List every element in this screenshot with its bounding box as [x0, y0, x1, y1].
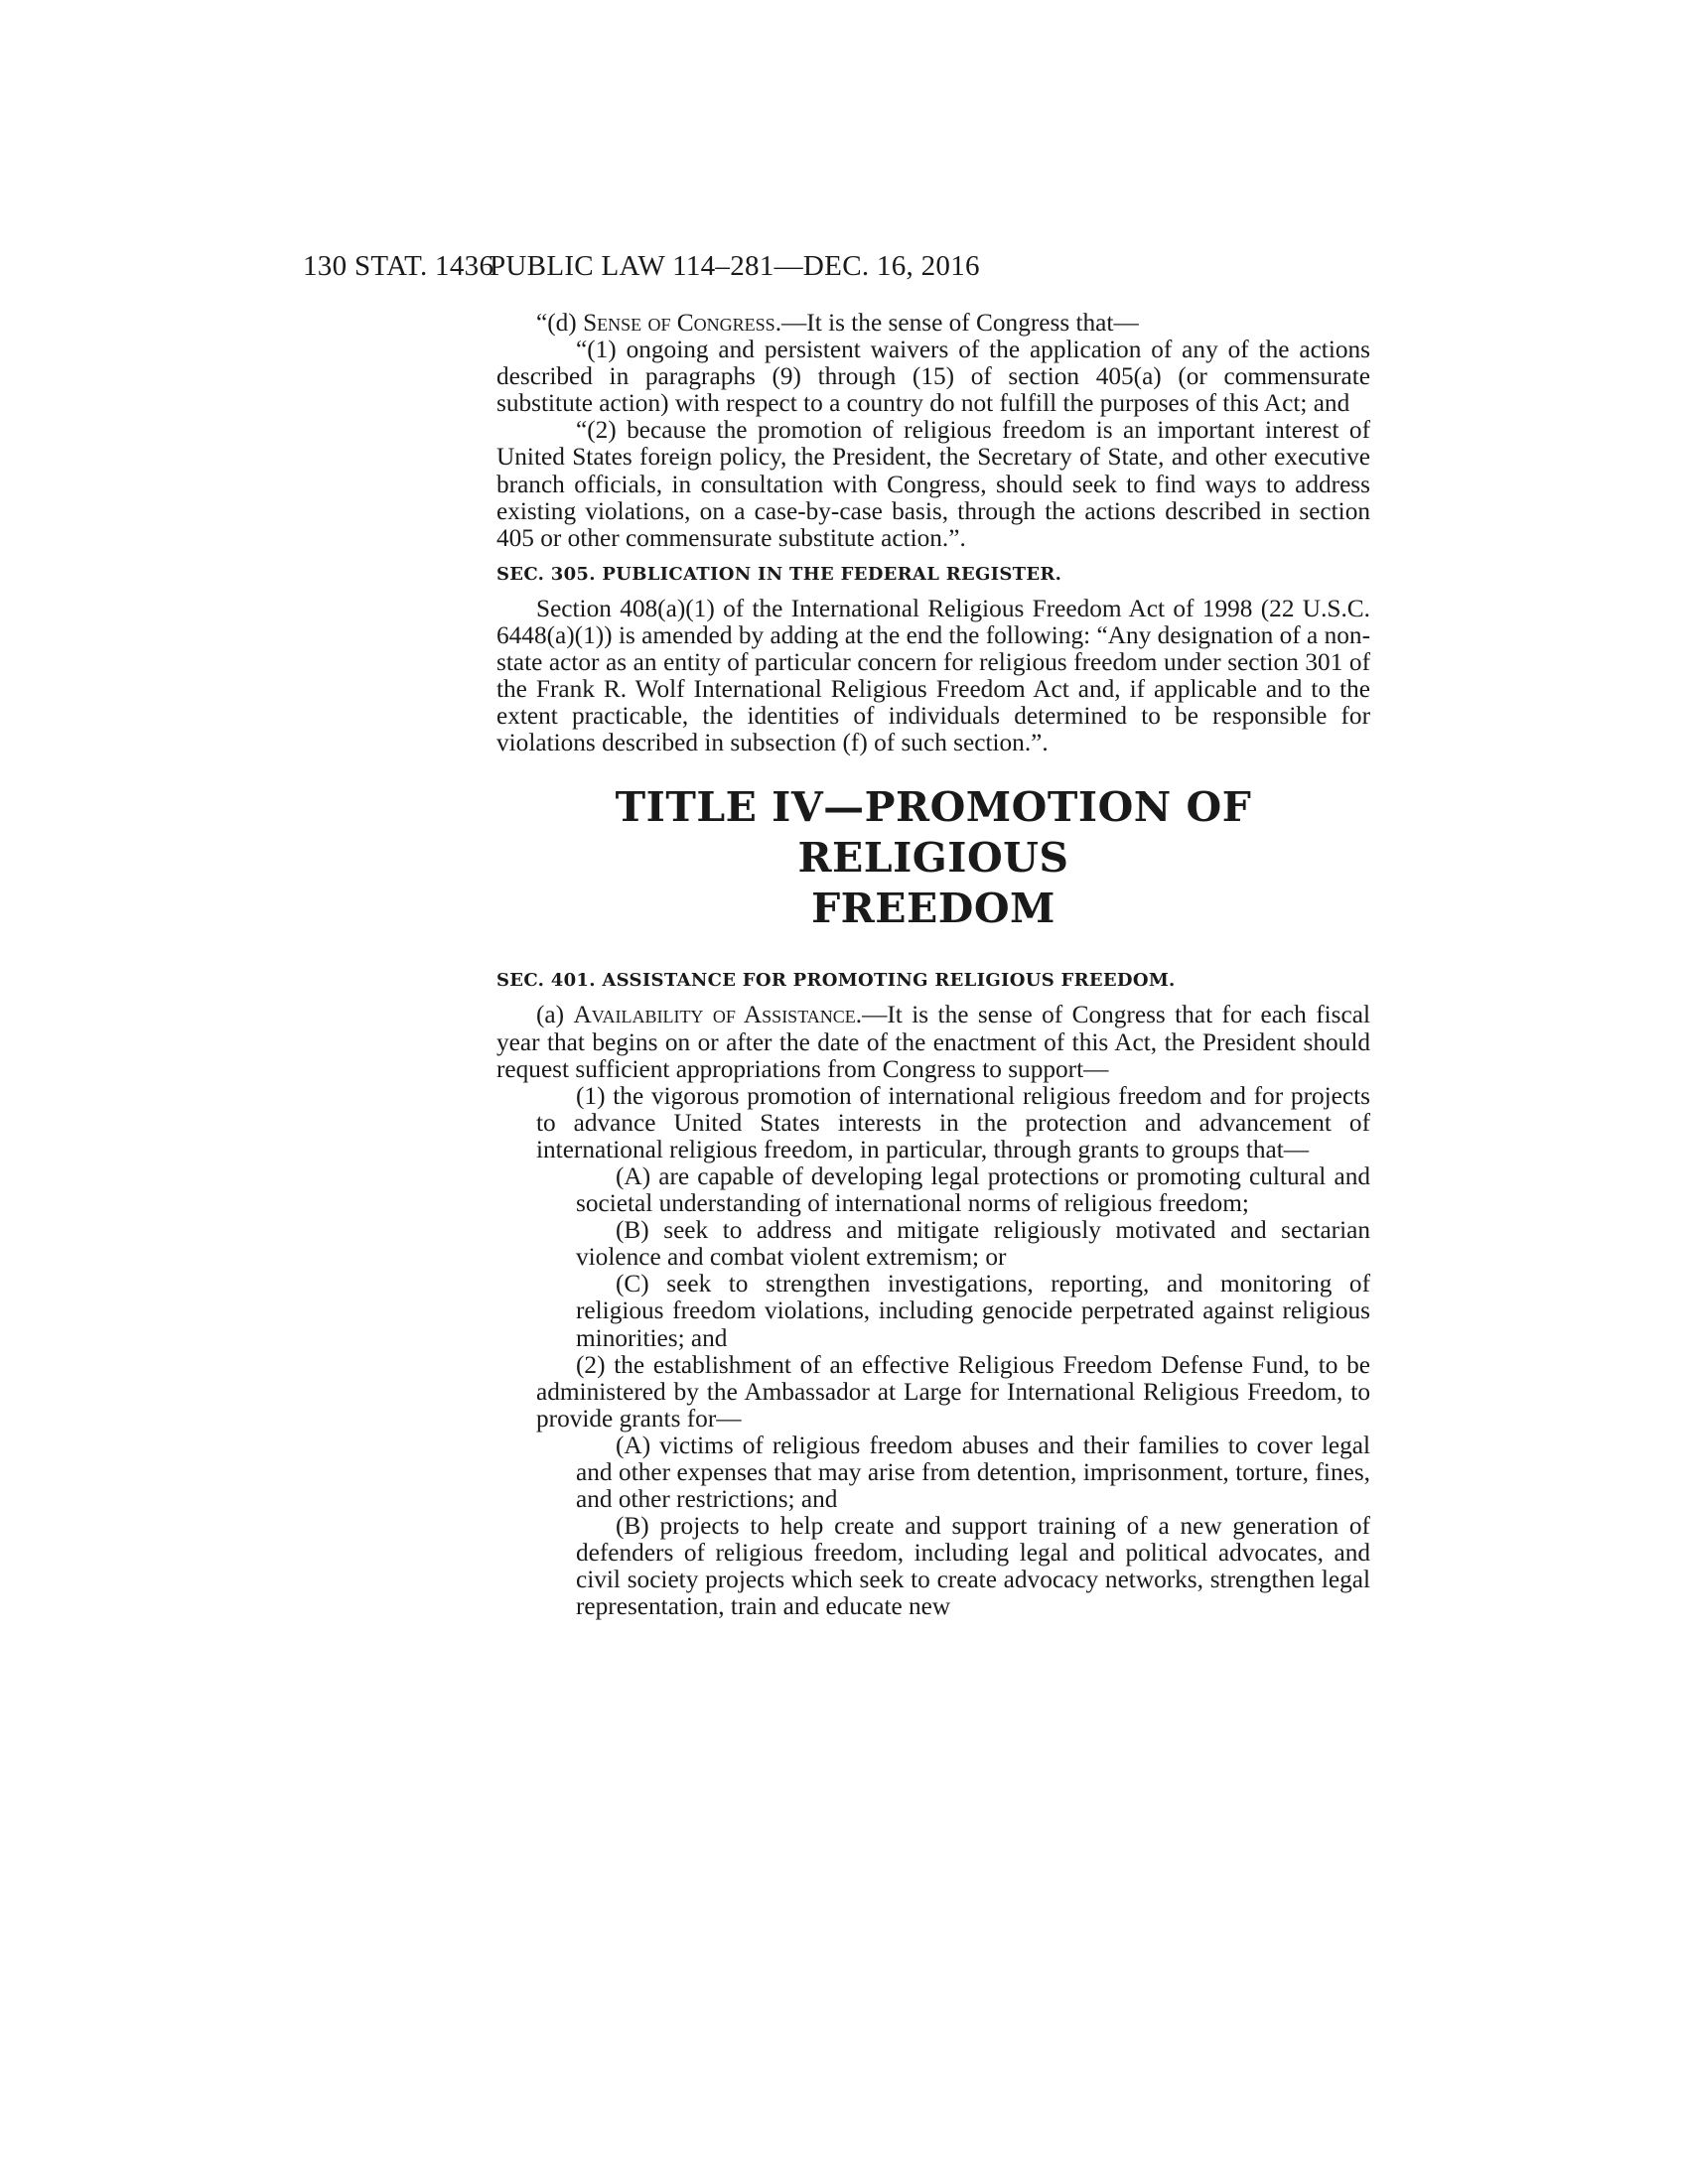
subsection-d-heading: Sense of Congress — [583, 309, 775, 337]
subsection-d-prefix: “(d) — [536, 309, 584, 337]
subparagraph-1C: (C) seek to strengthen investigations, reporting, and monitoring of religious freedom violations, including genocide perpetrated against religious minorities; and — [576, 1270, 1370, 1352]
statute-page-number: 130 STAT. 1436 — [303, 250, 494, 282]
paragraph-d1: “(1) ongoing and persistent waivers of the application of any of the actions described in paragraphs (9) through (15) of section 405(a) (or commensurate substitute action) with respect to a country do not fulfill the purposes of this Act; and — [496, 336, 1370, 418]
subparagraph-2B: (B) projects to help create and support training of a new generation of defenders of religious freedom, including legal and political advocates, and civil society projects which seek to create advocacy networks, strengthen legal representation, train and educate new — [576, 1512, 1370, 1621]
page-header — [303, 246, 1216, 286]
document-body — [496, 310, 1370, 1621]
paragraph-d2: “(2) because the promotion of religious freedom is an important interest of United States foreign policy, the President, the Secretary of State, and other executive branch officials, in consultation with Congress, should seek to find ways to address existing violations, on a case-by-case basis, through the actions described in section 405 or other commensurate substitute action.”. — [496, 416, 1370, 552]
subsection-a — [496, 1002, 1370, 1082]
subsection-a-heading: Availability of Assistance — [573, 1001, 856, 1029]
title-line-2: FREEDOM — [811, 885, 1055, 933]
paragraph-2: (2) the establishment of an effective Religious Freedom Defense Fund, to be administered by the Ambassador at Large for International Religious Freedom, to provide grants for— — [536, 1350, 1370, 1433]
subsection-d — [496, 310, 1370, 337]
title-heading — [496, 782, 1370, 934]
running-head: PUBLIC LAW 114–281—DEC. 16, 2016 — [490, 250, 980, 282]
title-line-1: TITLE IV—PROMOTION OF RELIGIOUS — [615, 783, 1252, 883]
subsection-d-text: .—It is the sense of Congress that— — [774, 309, 1139, 337]
subparagraph-1B: (B) seek to address and mitigate religiously motivated and sectarian violence and combat violent extremism; or — [576, 1216, 1370, 1272]
subparagraph-2A: (A) victims of religious freedom abuses and their families to cover legal and other expenses that may arise from detention, imprisonment, torture, fines, and other restrictions; and — [576, 1431, 1370, 1514]
subsection-a-prefix: (a) — [536, 1001, 574, 1029]
subparagraph-1A: (A) are capable of developing legal protections or promoting cultural and societal understanding of international norms of religious freedom; — [576, 1161, 1370, 1218]
subsection-a-text: .—It is the sense of Congress that for each fiscal year that begins on or after the date of the enactment of this Act, the President should request sufficient appropriations from Congress to support— — [496, 1001, 1371, 1083]
paragraph-1: (1) the vigorous promotion of international religious freedom and for projects to advance United States interests in the protection and advancement of international religious freedom, in particular, through grants to groups that— — [536, 1081, 1370, 1163]
section-401-heading: SEC. 401. ASSISTANCE FOR PROMOTING RELIGIOUS FREEDOM. — [496, 970, 1176, 992]
section-305-text: Section 408(a)(1) of the International Religious Freedom Act of 1998 (22 U.S.C. 6448(a)(1)) is amended by adding at the end the following: “Any designation of a non-state actor as an entity of particular concern for religious freedom under section 301 of the Frank R. Wolf International Religious Freedom Act and, if applicable and to the extent practicable, the identities of individuals determined to be responsible for violations described in subsection (f) of such section.”. — [496, 594, 1370, 757]
section-305-heading: SEC. 305. PUBLICATION IN THE FEDERAL REGISTER. — [496, 563, 1062, 585]
